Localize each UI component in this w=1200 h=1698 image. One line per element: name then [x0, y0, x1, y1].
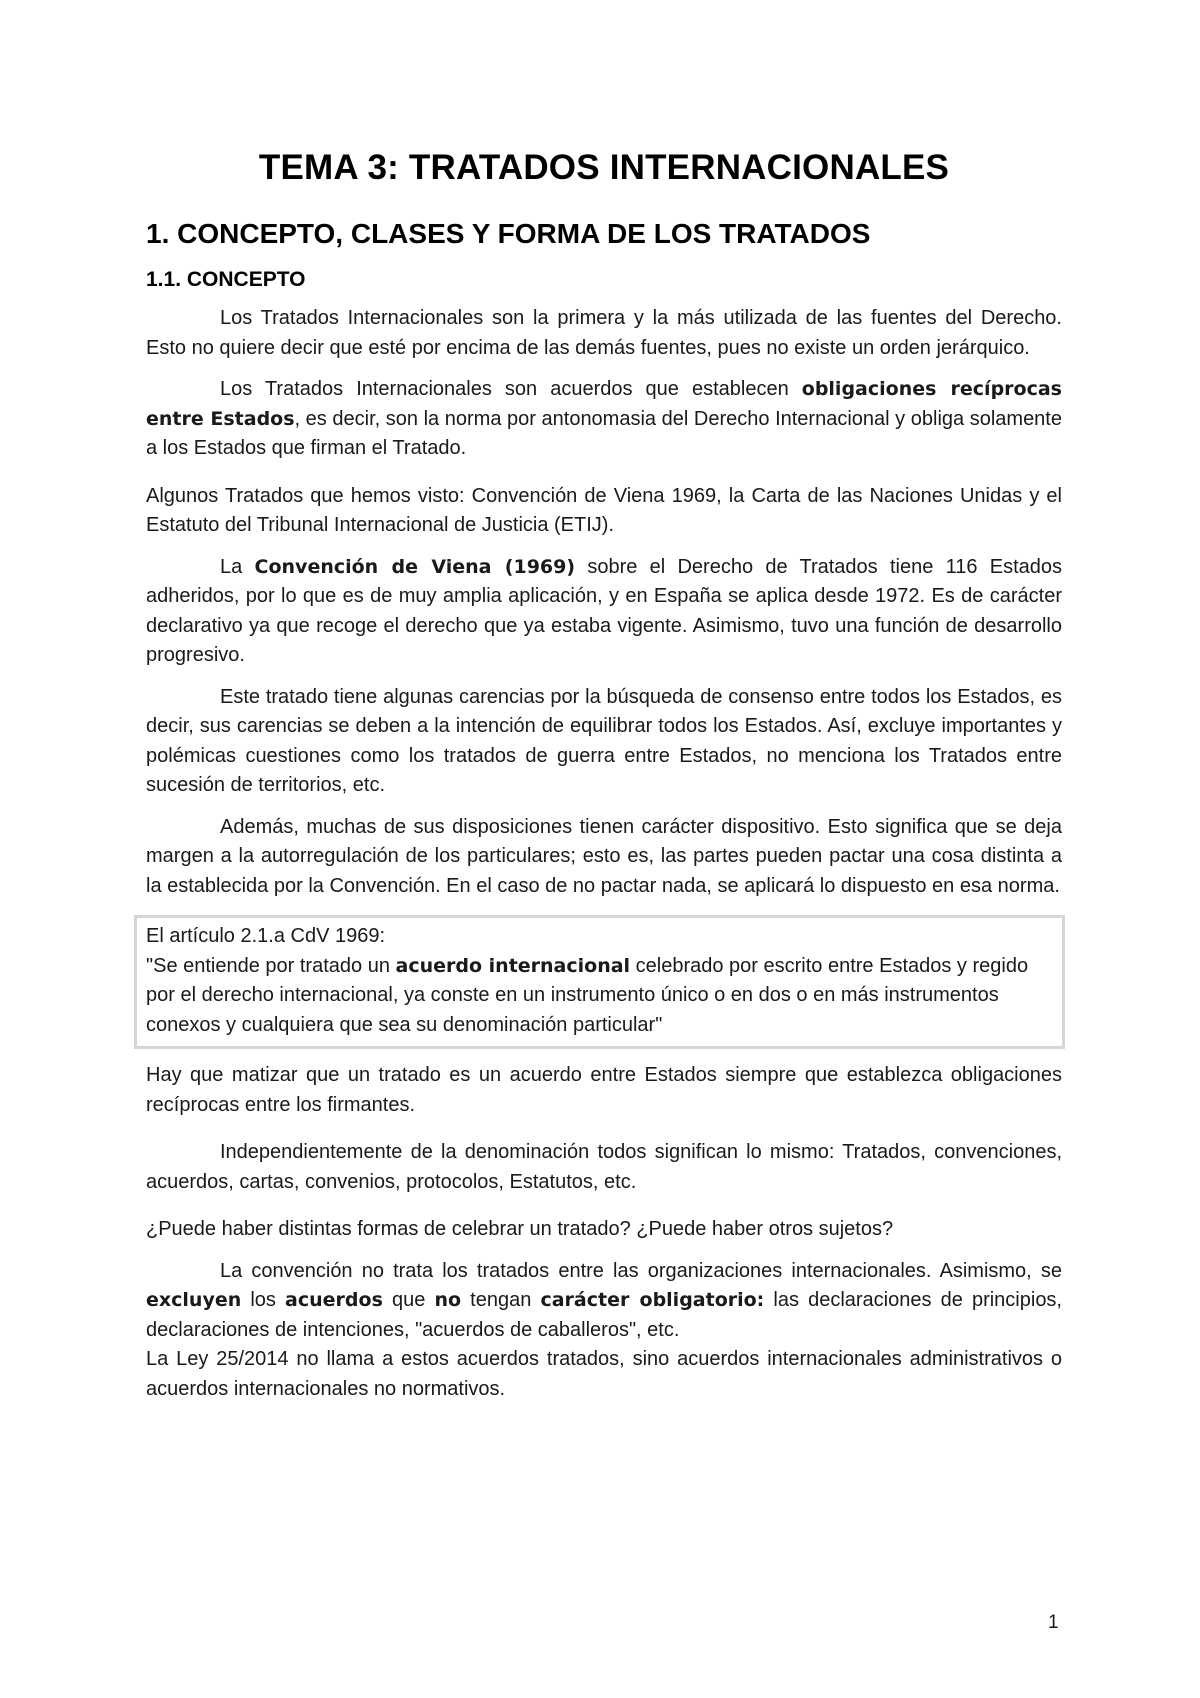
paragraph-5: Este tratado tiene algunas carencias por la búsqueda de consenso entre todos los Estados, es decir, sus carencias se deben a la intención de equilibrar todos los Estados. Así, excluye importantes y polémicas cuestiones como los tratados de guerra entre Estados, no menciona los Tratados entre sucesión de territorios, etc.: [146, 685, 1062, 796]
paragraph-7: Hay que matizar que un tratado es un acuerdo entre Estados siempre que establezca obligaciones recíprocas entre los firmantes.: [146, 1064, 1062, 1116]
paragraph-2-text-a: Los Tratados Internacionales son acuerdos que establecen: [220, 378, 802, 400]
quote-text: [146, 952, 1054, 1041]
quote-text-a: "Se entiende por tratado un: [146, 954, 396, 977]
paragraph-9: ¿Puede haber distintas formas de celebrar un tratado? ¿Puede haber otros sujetos?: [146, 1218, 894, 1240]
paragraph-3: Algunos Tratados que hemos visto: Convención de Viena 1969, la Carta de las Naciones Unidas y el Estatuto del Tribunal Internacional de Justicia (ETIJ).: [146, 484, 1062, 536]
subsection-heading-1-1: 1.1. CONCEPTO: [146, 268, 306, 291]
paragraph-10-text-c: los: [241, 1289, 286, 1311]
paragraph-4: [146, 553, 1062, 671]
paragraph-2: [146, 375, 1062, 464]
quote-heading: El artículo 2.1.a CdV 1969:: [146, 925, 386, 947]
paragraph-2-bold: obligaciones recíprocas entre Estados: [146, 378, 1062, 430]
paragraph-2-text-c: , es decir, son la norma por antonomasia del Derecho Internacional y obliga solamente a los Estados que firman el Tratado.: [146, 407, 1062, 459]
quote-bold: acuerdo internacional: [395, 954, 631, 977]
quote-text-c: celebrado por escrito entre Estados y regido por el derecho internacional, ya conste en un instrumento único o en dos o en más instrumentos conexos y cualquiera que sea su denominación particular": [146, 954, 1029, 1036]
page-number: 1: [1048, 1612, 1059, 1633]
page-content: [146, 146, 1062, 1416]
paragraph-1: Los Tratados Internacionales son la primera y la más utilizada de las fuentes del Derecho. Esto no quiere decir que esté por encima de las demás fuentes, pues no existe un orden jerárquico.: [146, 307, 1062, 359]
document-title: TEMA 3: TRATADOS INTERNACIONALES: [258, 148, 950, 187]
paragraph-10-text-e: que: [382, 1289, 435, 1311]
paragraph-10-bold-excluyen: excluyen: [146, 1289, 242, 1311]
paragraph-6: Además, muchas de sus disposiciones tienen carácter dispositivo. Esto significa que se deja margen a la autorregulación de los particulares; esto es, las partes pueden pactar una cosa distinta a la establecida por la Convención. En el caso de no pactar nada, se aplicará lo dispuesto en esa norma.: [146, 815, 1062, 897]
paragraph-10-bold-caracter: carácter obligatorio:: [540, 1289, 765, 1311]
paragraph-8: Independientemente de la denominación todos significan lo mismo: Tratados, convenciones, acuerdos, cartas, convenios, protocolos, Estatutos, etc.: [146, 1141, 1062, 1193]
paragraph-10-bold-no: no: [434, 1289, 462, 1311]
section-heading-1: 1. CONCEPTO, CLASES Y FORMA DE LOS TRATADOS: [146, 218, 871, 249]
paragraph-10-bold-acuerdos: acuerdos: [285, 1289, 383, 1311]
paragraph-11: La Ley 25/2014 no llama a estos acuerdos tratados, sino acuerdos internacionales administrativos o acuerdos internacionales no normativos.: [146, 1348, 1062, 1400]
paragraph-4-bold: Convención de Viena (1969): [254, 555, 576, 578]
paragraph-4-text-c: sobre el Derecho de Tratados tiene 116 Estados adheridos, por lo que es de muy amplia aplicación, y en España se aplica desde 1972. Es de carácter declarativo ya que recoge el derecho que ya estaba vigente. Asimismo, tuvo una función de desarrollo progresivo.: [146, 555, 1063, 666]
paragraph-10-text-a: La convención no trata los tratados entre las organizaciones internacionales. Asimismo, se: [220, 1259, 1062, 1282]
paragraph-10-text-i: las declaraciones de principios, declaraciones de intenciones, "acuerdos de caballeros", etc.: [146, 1289, 1062, 1341]
paragraph-10: [146, 1257, 1062, 1346]
paragraph-4-text-a: La: [220, 555, 255, 578]
paragraph-10-text-g: tengan: [461, 1289, 541, 1311]
quote-box: [134, 915, 1065, 1049]
